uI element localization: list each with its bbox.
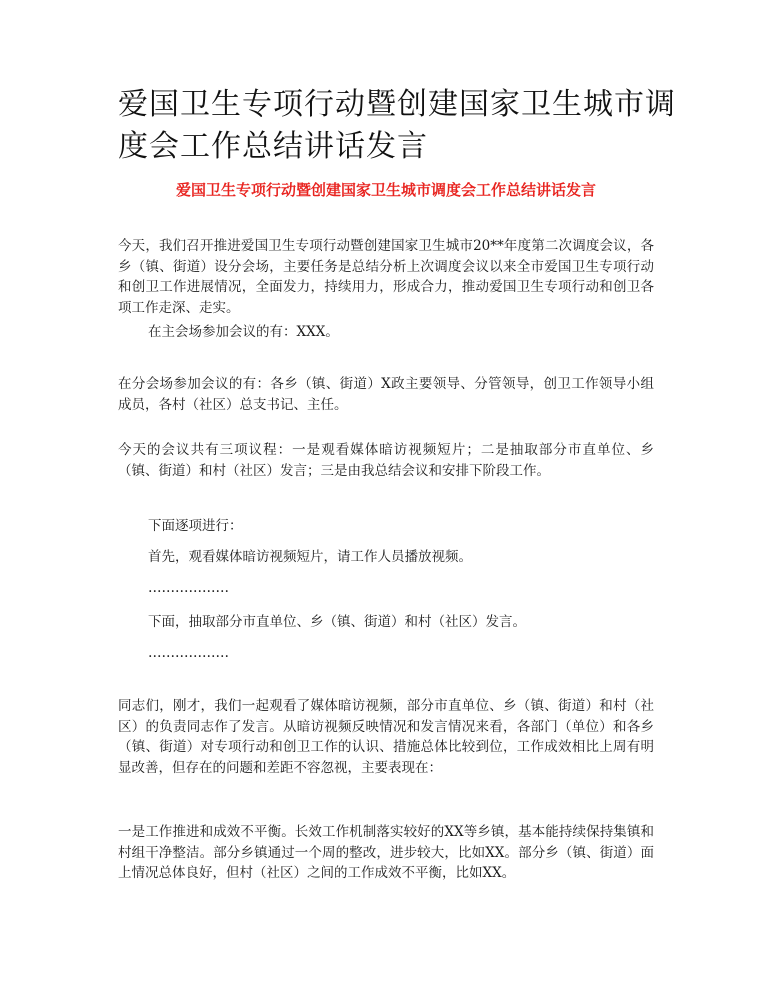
paragraph-opening: 今天，我们召开推进爱国卫生专项行动暨创建国家卫生城市20**年度第二次调度会议，各乡（镇、街道）设分会场，主要任务是总结分析上次调度会议以来全市爱国卫生专项行动和创卫工作进展情况，全面发力，持续用力，形成合力，推动爱国卫生专项行动和创卫各项工作走深、走实。 [118,238,654,316]
paragraph-proceed: 下面逐项进行： [148,518,243,534]
ellipsis-separator: ……………… [148,580,229,596]
paragraph-main-venue: 在主会场参加会议的有：XXX。 [148,324,339,340]
paragraph-branch-venue: 在分会场参加会议的有：各乡（镇、街道）X政主要领导、分管领导，创卫工作领导小组成员，各村（社区）总支书记、主任。 [118,376,654,413]
paragraph-agenda: 今天的会议共有三项议程：一是观看媒体暗访视频短片；二是抽取部分市直单位、乡（镇、街道）和村（社区）发言；三是由我总结会议和安排下阶段工作。 [118,442,654,479]
paragraph-issue-one: 一是工作推进和成效不平衡。长效工作机制落实较好的XX等乡镇，基本能持续保持集镇和村组干净整洁。部分乡镇通过一个周的整改，进步较大，比如XX。部分乡（镇、街道）面上情况总体良好，但村（社区）之间的工作成效不平衡，比如XX。 [118,824,654,881]
paragraph-summary: 同志们，刚才，我们一起观看了媒体暗访视频，部分市直单位、乡（镇、街道）和村（社区）的负责同志作了发言。从暗访视频反映情况和发言情况来看，各部门（单位）和各乡（镇、街道）对专项行动和创卫工作的认识、措施总体比较到位，工作成效相比上周有明显改善，但存在的问题和差距不容忽视，主要表现在： [118,698,654,776]
document-subtitle: 爱国卫生专项行动暨创建国家卫生城市调度会工作总结讲话发言 [175,181,596,199]
document-title: 爱国卫生专项行动暨创建国家卫生城市调度会工作总结讲话发言 [118,87,676,164]
paragraph-video: 首先，观看媒体暗访视频短片，请工作人员播放视频。 [148,549,472,565]
paragraph-speeches: 下面，抽取部分市直单位、乡（镇、街道）和村（社区）发言。 [148,614,526,630]
ellipsis-separator: ……………… [148,645,229,661]
